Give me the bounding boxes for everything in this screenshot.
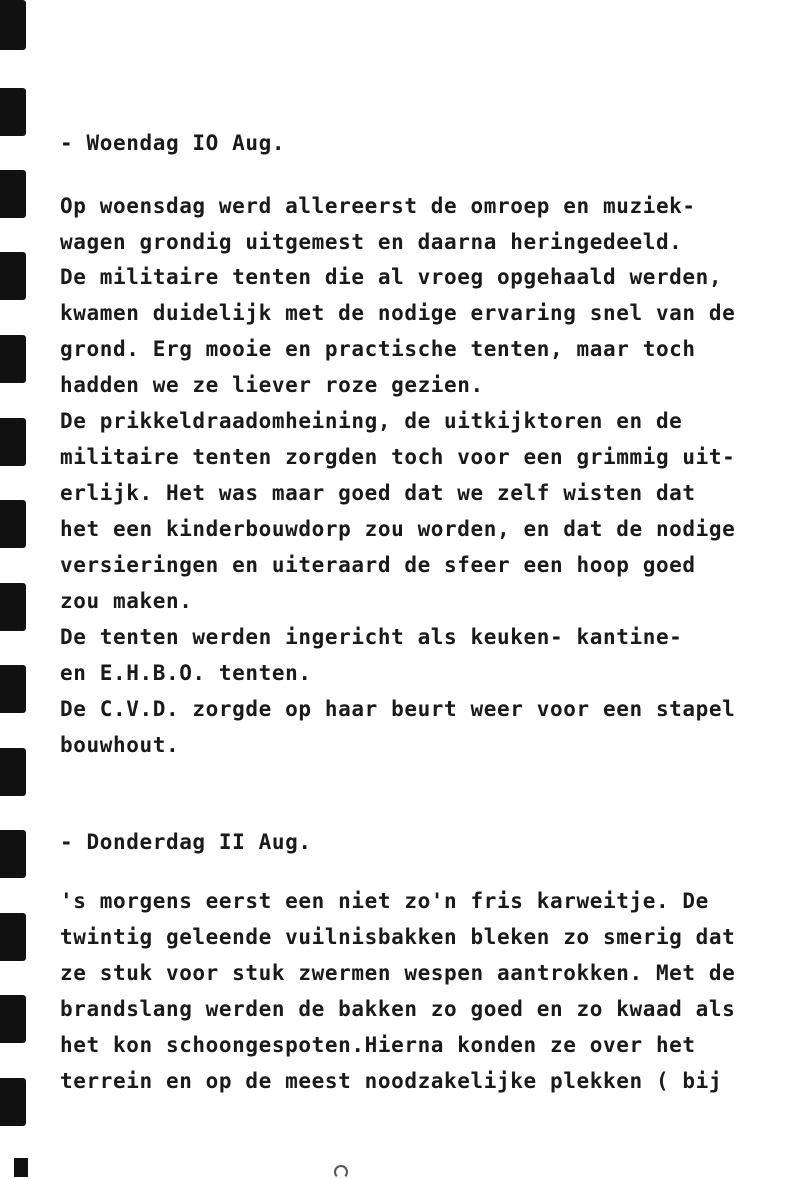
text-line: De militaire tenten die al vroeg opgehaald werden, [60,265,723,289]
binder-hole [0,830,26,878]
text-line: De prikkeldraadomheining, de uitkijktoren en de [60,409,683,433]
text-line: en E.H.B.O. tenten. [60,661,312,685]
binder-hole [0,252,26,300]
text-line: bouwhout. [60,733,180,757]
text-line: wagen grondig uitgemest en daarna heringedeeld. [60,230,683,254]
binder-hole [0,913,26,961]
binder-hole [0,1078,26,1126]
text-line: het kon schoongespoten.Hierna konden ze over het [60,1033,696,1057]
binder-hole [0,170,26,218]
section-heading-woendag: - Woendag IO Aug. [60,131,286,155]
text-line: het een kinderbouwdorp zou worden, en dat de nodige [60,517,736,541]
text-line: De tenten werden ingericht als keuken- kantine- [60,625,683,649]
text-line: versieringen en uiteraard de sfeer een hoop goed [60,553,696,577]
text-line: terrein en op de meest noodzakelijke plekken ( bij [60,1069,723,1093]
binder-hole [0,500,26,548]
corner-mark [14,1158,28,1177]
binder-hole [0,335,26,383]
binder-hole [0,0,26,50]
text-line: kwamen duidelijk met de nodige ervaring snel van de [60,301,736,325]
text-line: Op woensdag werd allereerst de omroep en muziek- [60,194,696,218]
binder-holes [0,0,30,1177]
text-line: brandslang werden de bakken zo goed en zo kwaad als [60,997,736,1021]
text-line: hadden we ze liever roze gezien. [60,373,484,397]
binder-hole [0,88,26,136]
binder-hole [0,418,26,466]
binder-hole [0,995,26,1043]
binder-hole [0,665,26,713]
section-heading-donderdag: - Donderdag II Aug. [60,830,312,854]
text-line: ze stuk voor stuk zwermen wespen aantrokken. Met de [60,961,736,985]
text-line: erlijk. Het was maar goed dat we zelf wisten dat [60,481,696,505]
text-line: zou maken. [60,589,193,613]
binder-hole [0,583,26,631]
binder-hole [0,748,26,796]
text-line: militaire tenten zorgden toch voor een grimmig uit- [60,445,736,469]
text-line: twintig geleende vuilnisbakken bleken zo smerig dat [60,925,736,949]
text-line: De C.V.D. zorgde op haar beurt weer voor een stapel [60,697,736,721]
text-line: grond. Erg mooie en practische tenten, maar toch [60,337,696,361]
text-line: 's morgens eerst een niet zo'n fris karweitje. De [60,889,709,913]
